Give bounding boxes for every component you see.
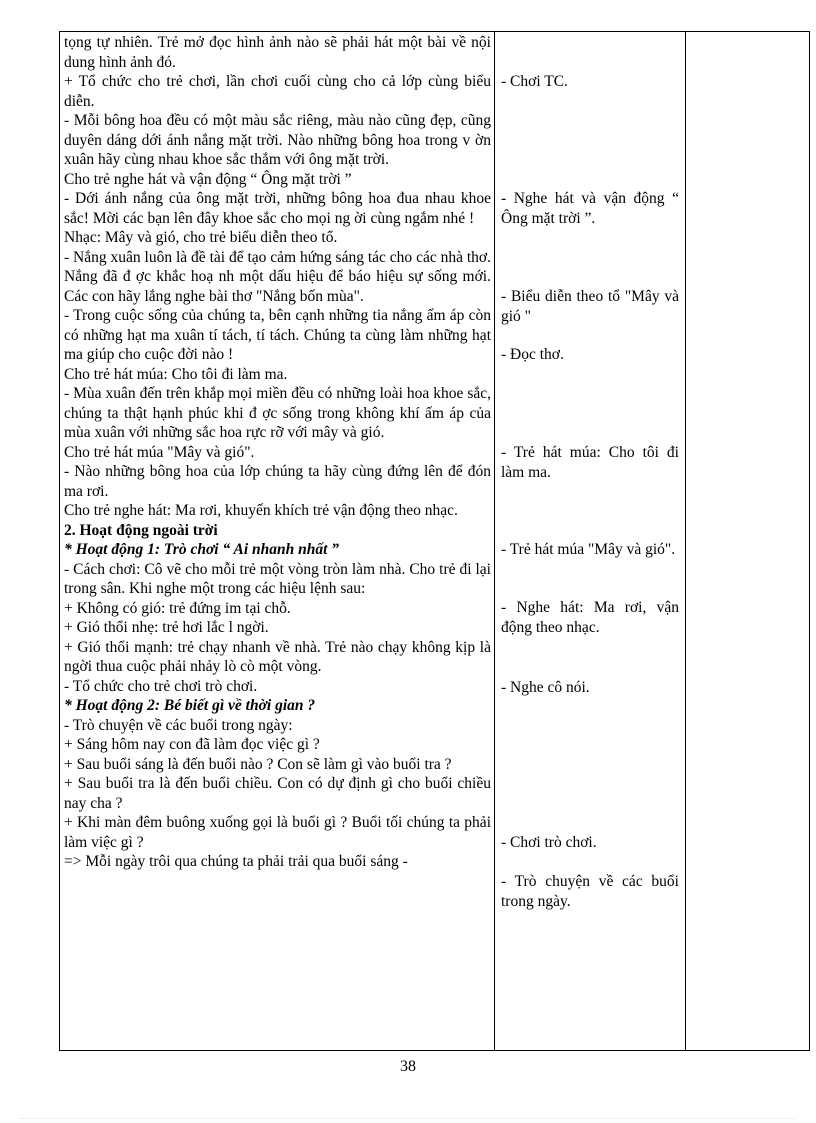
child-action: - Trò chuyện về các buổi trong ngày. — [501, 873, 679, 910]
child-action: - Trẻ hát múa: Cho tôi đi làm ma. — [501, 444, 679, 481]
activity-paragraph: Cho trẻ hát múa "Mây và gió". — [64, 443, 255, 461]
child-action: - Chơi trò chơi. — [501, 834, 597, 851]
page-edge-divider — [20, 1118, 796, 1119]
child-action: - Nghe hát: Ma rơi, vận động theo nhạc. — [501, 599, 679, 636]
outdoor-section-heading: 2. Hoạt động ngoài trời — [64, 521, 218, 539]
activity2-paragraph: + Sau buổi tra là đến buổi chiều. Con có dự định gì cho buổi chiều nay cha ? — [64, 775, 491, 812]
children-activities-column — [495, 32, 686, 1051]
child-action: - Biểu diễn theo tổ "Mây và gió " — [501, 288, 679, 325]
activity1-paragraph: + Gió thổi nhẹ: trẻ hơi lắc l ngời. — [64, 619, 269, 636]
activity2-paragraph: + Sau buổi sáng là đến buổi nào ? Con sẽ làm gì vào buổi tra ? — [64, 755, 452, 773]
activity-paragraph: Cho trẻ nghe hát: Ma rơi, khuyến khích trẻ vận động theo nhạc. — [64, 502, 458, 519]
activity2-paragraph: - Trò chuyện về các buổi trong ngày: — [64, 716, 293, 734]
notes-column — [686, 32, 810, 1051]
teacher-activities-column — [60, 32, 495, 1051]
activity1-title: * Hoạt động 1: Trò chơi “ Ai nhanh nhất ” — [64, 541, 340, 558]
activity-paragraph: - Nắng xuân luôn là đề tài để tạo cảm hứng sáng tác cho các nhà thơ. Nắng đã đ ợc khắc hoạ nh một dấu hiệu để báo hiệu sự sống mới. Các con hãy lắng nghe bài thơ "Nắng bốn mùa". — [64, 248, 491, 305]
child-action: - Nghe hát và vận động “ Ông mặt trời ”. — [501, 190, 679, 227]
child-action: - Chơi TC. — [501, 73, 568, 90]
activity1-paragraph: - Cách chơi: Cô vẽ cho mỗi trẻ một vòng tròn làm nhà. Cho trẻ đi lại trong sân. Khi nghe một trong các hiệu lệnh sau: — [64, 560, 491, 597]
activity-paragraph: - Mùa xuân đến trên khắp mọi miền đều có những loài hoa khoe sắc, chúng ta thật hạnh phúc khi đ ợc sống trong không khí ấm áp của mùa xuân với những sắc hoa rực rỡ với mây và gió. — [64, 385, 491, 441]
activity-paragraph: - Trong cuộc sống của chúng ta, bên cạnh những tia nắng ấm áp còn có những hạt ma xuân tí tách, tí tách. Chúng ta cùng làm những hạt ma giúp cho cuộc đời nào ! — [64, 307, 491, 363]
activity-paragraph: Cho trẻ hát múa: Cho tôi đi làm ma. — [64, 365, 288, 383]
table-row — [60, 32, 810, 1051]
activity-paragraph: - Mỗi bông hoa đều có một màu sắc riêng, màu nào cũng đẹp, cũng duyên dáng dới ánh nắng mặt trời. Nào những bông hoa trong v ờn xuân hãy cùng nhau khoe sắc thắm với ông mặt trời. — [64, 112, 491, 168]
activity1-paragraph: + Không có gió: trẻ đứng im tại chỗ. — [64, 599, 291, 617]
activity2-title: * Hoạt động 2: Bé biết gì về thời gian ? — [64, 697, 316, 714]
activity-paragraph: Nhạc: Mây và gió, cho trẻ biểu diễn theo tổ. — [64, 229, 338, 246]
activity-paragraph: Cho trẻ nghe hát và vận động “ Ông mặt trời ” — [64, 170, 352, 188]
child-action: - Nghe cô nói. — [501, 679, 590, 696]
activity-paragraph: - Dới ánh nắng của ông mặt trời, những bông hoa đua nhau khoe sắc! Mời các bạn lên đây khoe sắc cho mọi ng ời cùng ngắm nhé ! — [64, 190, 491, 227]
page-number: 38 — [400, 1058, 416, 1075]
activity2-paragraph: + Khi màn đêm buông xuống gọi là buổi gì ? Buổi tối chúng ta phải làm việc gì ? — [64, 814, 491, 851]
activity2-paragraph: + Sáng hôm nay con đã làm đọc việc gì ? — [64, 736, 320, 753]
activity1-paragraph: + Gió thổi mạnh: trẻ chạy nhanh về nhà. Trẻ nào chạy không kịp là ngời thua cuộc phải nhảy lò cò một vòng. — [64, 638, 491, 675]
lesson-plan-table — [59, 31, 810, 1051]
child-action: - Đọc thơ. — [501, 346, 564, 363]
activity2-paragraph: => Mỗi ngày trôi qua chúng ta phải trải qua buổi sáng - — [64, 853, 408, 870]
activity1-paragraph: - Tổ chức cho trẻ chơi trò chơi. — [64, 677, 258, 695]
activity-paragraph: + Tổ chức cho trẻ chơi, lần chơi cuối cùng cho cả lớp cùng biểu diễn. — [64, 73, 491, 110]
child-action: - Trẻ hát múa "Mây và gió". — [501, 541, 676, 558]
activity-paragraph: tọng tự nhiên. Trẻ mở đọc hình ảnh nào sẽ phải hát một bài về nội dung hình ảnh đó. — [64, 34, 491, 71]
activity-paragraph: - Nào những bông hoa của lớp chúng ta hãy cùng đứng lên để đón ma rơi. — [64, 463, 491, 500]
